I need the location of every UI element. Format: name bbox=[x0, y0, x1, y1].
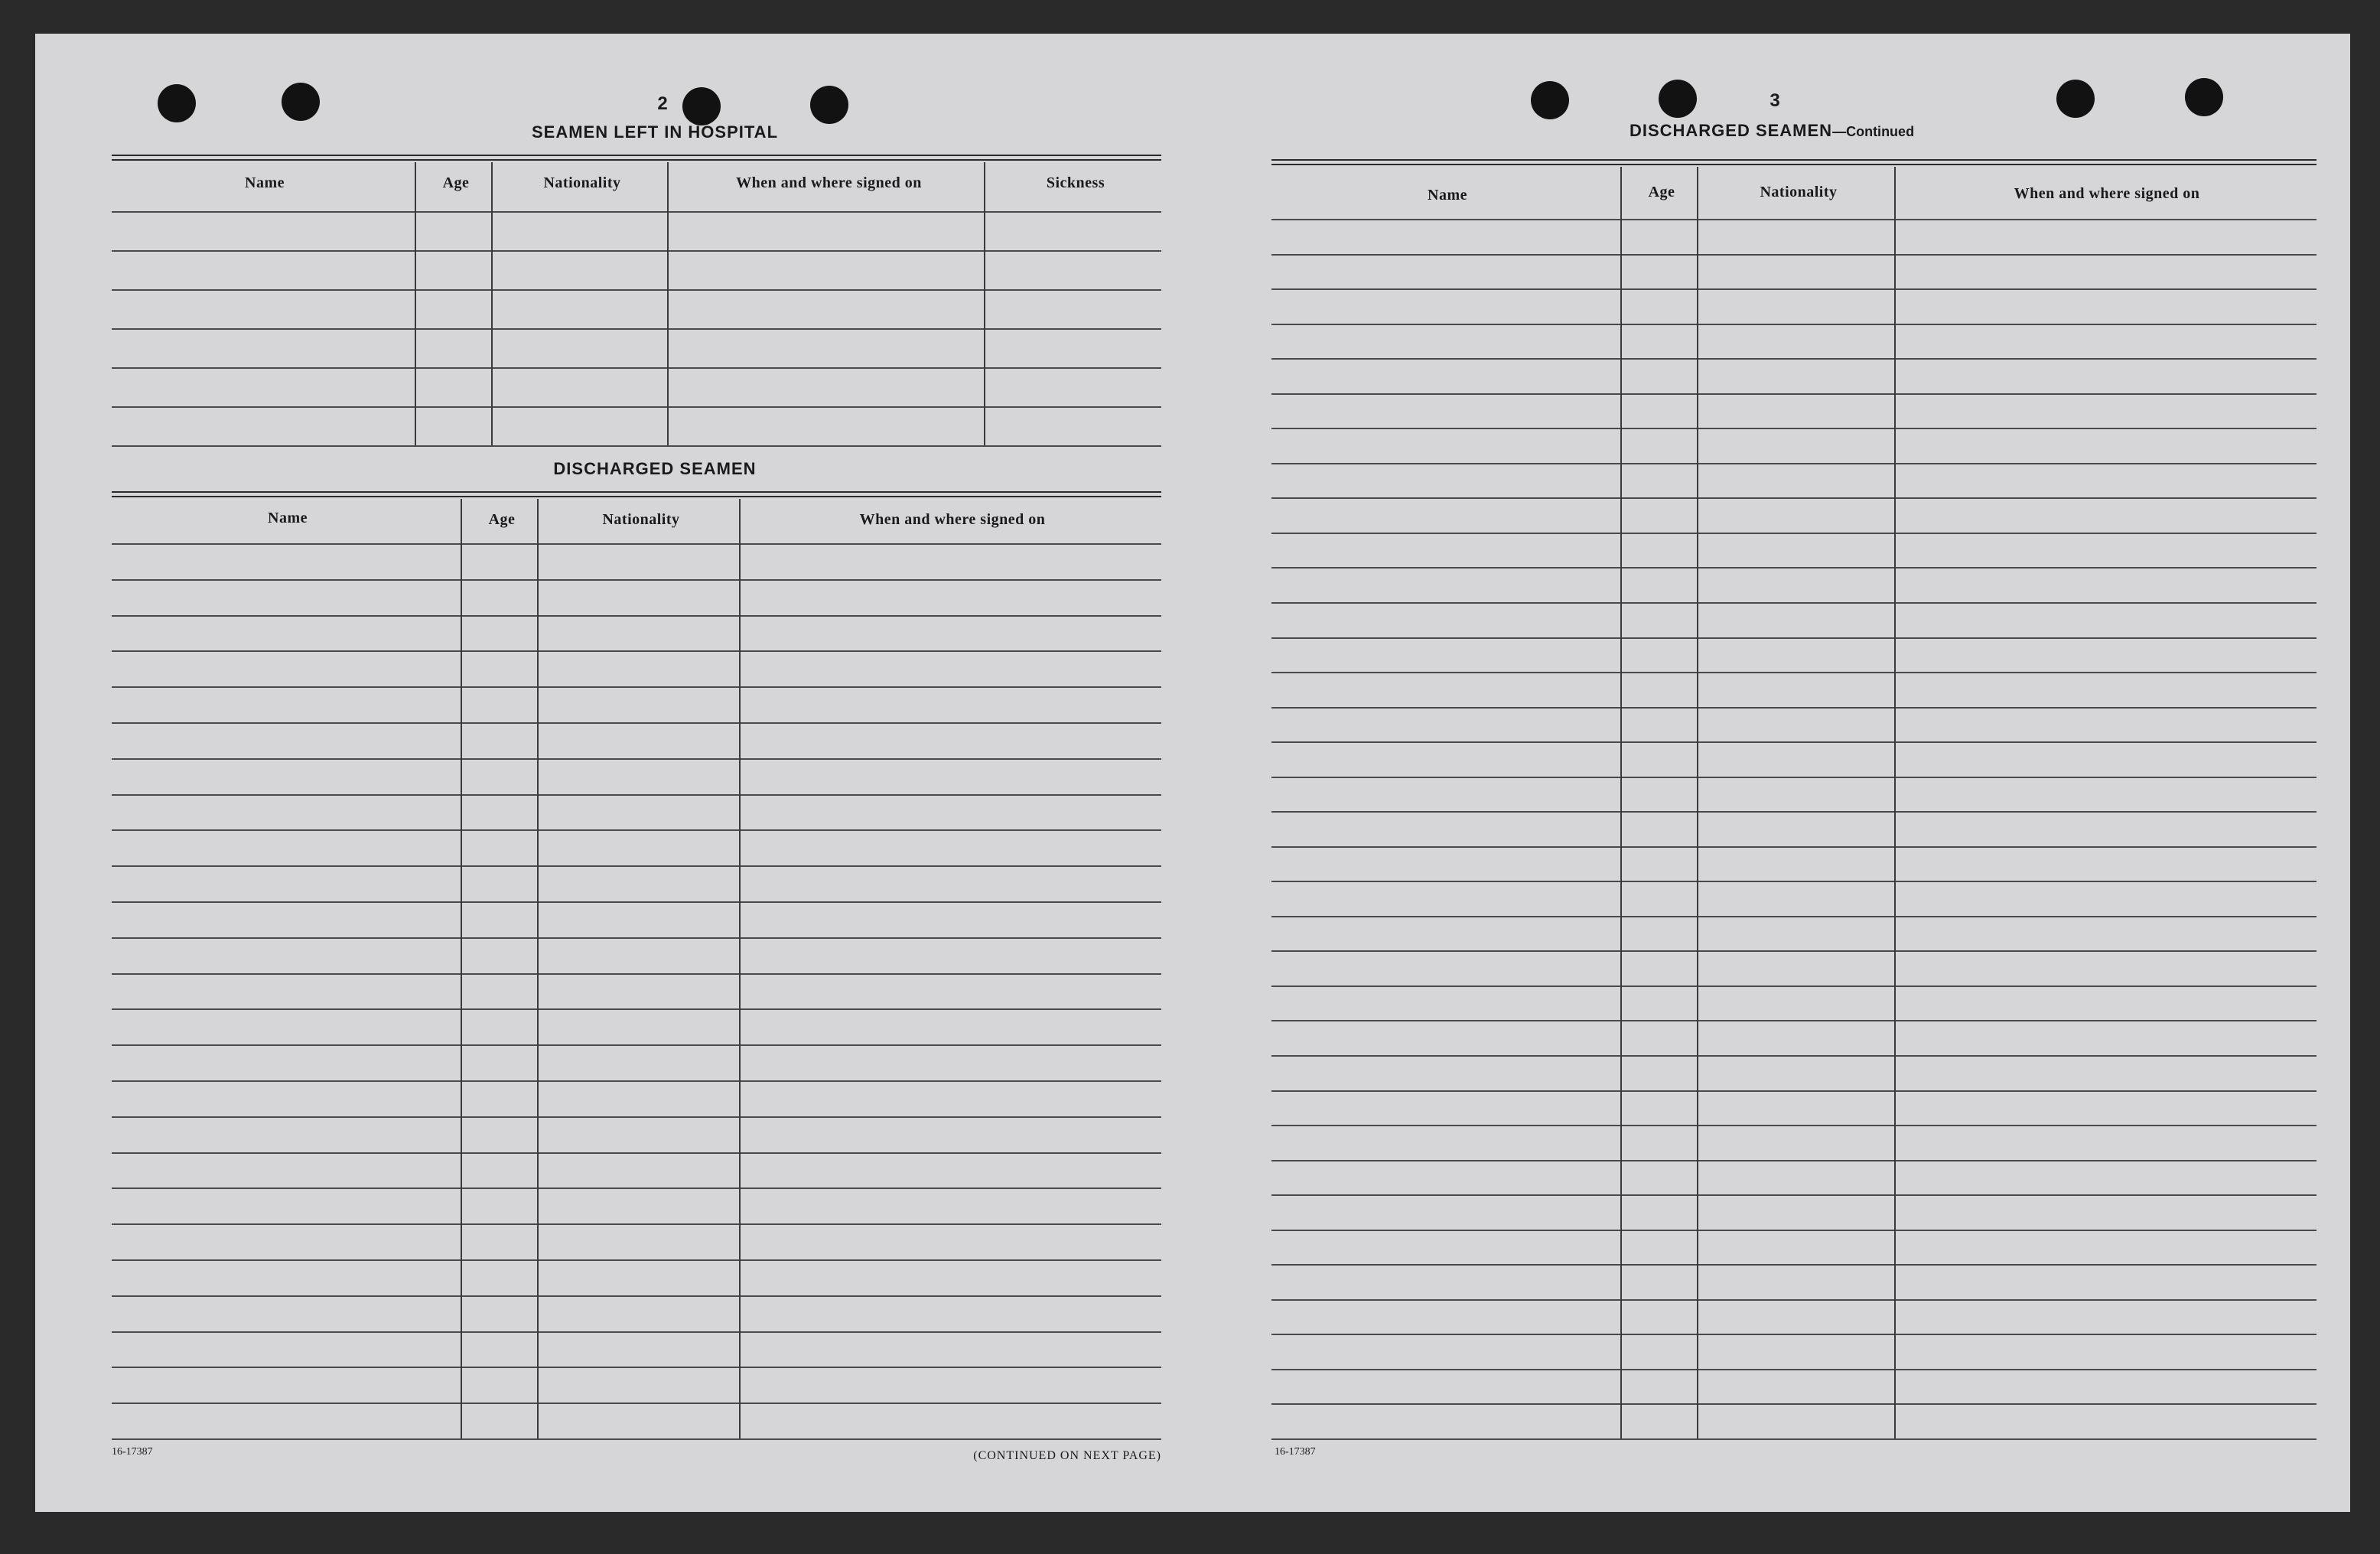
punch-hole bbox=[1659, 80, 1697, 118]
table-row bbox=[112, 794, 1161, 796]
column-divider bbox=[984, 162, 985, 445]
hospital-col-name: Name bbox=[245, 174, 285, 191]
column-divider bbox=[461, 499, 462, 1438]
table-row bbox=[1271, 533, 2317, 534]
table-row bbox=[1271, 672, 2317, 673]
column-divider bbox=[1894, 167, 1896, 1438]
table-row bbox=[1271, 916, 2317, 917]
table-row bbox=[1271, 1160, 2317, 1161]
column-divider bbox=[667, 162, 669, 445]
right-col-age: Age bbox=[1648, 184, 1675, 200]
table-row bbox=[112, 579, 1161, 581]
table-row bbox=[1271, 393, 2317, 395]
table-row bbox=[112, 758, 1161, 760]
table-row bbox=[112, 445, 1161, 447]
table-row bbox=[112, 829, 1161, 831]
table-row bbox=[112, 973, 1161, 975]
table-row bbox=[1271, 1334, 2317, 1335]
table-row bbox=[112, 650, 1161, 652]
hospital-col-age: Age bbox=[442, 174, 470, 191]
table-row bbox=[1271, 1264, 2317, 1266]
column-divider bbox=[415, 162, 416, 445]
punch-hole bbox=[2056, 80, 2095, 118]
column-divider bbox=[1697, 167, 1698, 1438]
table-row bbox=[112, 1152, 1161, 1154]
table-row bbox=[1271, 777, 2317, 778]
table-row bbox=[112, 1044, 1161, 1046]
hospital-top-rule-2 bbox=[112, 159, 1161, 161]
table-row bbox=[1271, 1125, 2317, 1126]
discharged-section-title: DISCHARGED SEAMEN bbox=[553, 459, 757, 478]
discharged-top-rule-2 bbox=[112, 496, 1161, 497]
right-top-rule-2 bbox=[1271, 164, 2317, 165]
table-row bbox=[1271, 602, 2317, 604]
discharged-top-rule bbox=[112, 491, 1161, 493]
table-row bbox=[1271, 288, 2317, 290]
table-row bbox=[112, 865, 1161, 867]
table-row bbox=[112, 328, 1161, 330]
table-row bbox=[1271, 846, 2317, 848]
table-row bbox=[1271, 1020, 2317, 1021]
table-row bbox=[112, 1008, 1161, 1010]
table-row bbox=[1271, 707, 2317, 709]
table-header-rule bbox=[1271, 219, 2317, 220]
discharged-col-age: Age bbox=[488, 511, 516, 528]
table-row bbox=[1271, 1369, 2317, 1370]
left-form-code: 16-17387 bbox=[112, 1446, 153, 1458]
hospital-section-title: SEAMEN LEFT IN HOSPITAL bbox=[531, 122, 779, 142]
table-row bbox=[1271, 428, 2317, 429]
table-row bbox=[1271, 1194, 2317, 1196]
discharged-col-name: Name bbox=[268, 510, 308, 526]
right-col-name: Name bbox=[1428, 187, 1467, 204]
table-row bbox=[112, 1331, 1161, 1333]
column-divider bbox=[1620, 167, 1622, 1438]
right-section-title bbox=[1458, 121, 2085, 141]
table-row bbox=[1271, 811, 2317, 813]
discharged-col-nationality: Nationality bbox=[602, 511, 680, 528]
right-top-rule bbox=[1271, 159, 2317, 161]
table-row bbox=[112, 1187, 1161, 1189]
punch-hole bbox=[2185, 78, 2223, 116]
punch-hole bbox=[1531, 81, 1569, 119]
table-row bbox=[112, 686, 1161, 688]
table-row bbox=[1271, 741, 2317, 743]
table-row bbox=[112, 1259, 1161, 1261]
hospital-col-sickness: Sickness bbox=[1046, 174, 1105, 191]
table-row bbox=[112, 250, 1161, 252]
table-header-rule bbox=[112, 543, 1161, 545]
punch-hole bbox=[810, 86, 848, 124]
table-row bbox=[112, 1295, 1161, 1297]
table-row bbox=[1271, 881, 2317, 882]
left-page-number: 2 bbox=[657, 93, 668, 114]
table-row bbox=[112, 367, 1161, 369]
table-row bbox=[112, 1367, 1161, 1368]
column-divider bbox=[537, 499, 539, 1438]
table-row bbox=[112, 1403, 1161, 1404]
table-row bbox=[1271, 463, 2317, 464]
table-row bbox=[1271, 254, 2317, 256]
punch-hole bbox=[282, 83, 320, 121]
table-row bbox=[1271, 358, 2317, 360]
column-divider bbox=[739, 499, 741, 1438]
table-row bbox=[1271, 950, 2317, 952]
punch-hole bbox=[158, 84, 196, 122]
table-row bbox=[1271, 1055, 2317, 1057]
table-row bbox=[112, 406, 1161, 408]
right-title-suffix: —Continued bbox=[1832, 124, 1915, 139]
table-row bbox=[1271, 1403, 2317, 1405]
hospital-top-rule bbox=[112, 155, 1161, 156]
right-page-number: 3 bbox=[1770, 90, 1780, 111]
column-divider bbox=[491, 162, 493, 445]
table-row bbox=[1271, 637, 2317, 639]
hospital-col-nationality: Nationality bbox=[543, 174, 621, 191]
table-row bbox=[1271, 1230, 2317, 1231]
table-row bbox=[112, 937, 1161, 939]
table-row bbox=[112, 615, 1161, 617]
table-row bbox=[112, 289, 1161, 291]
table-row bbox=[1271, 1090, 2317, 1092]
right-title-main: DISCHARGED SEAMEN bbox=[1629, 121, 1833, 140]
discharged-col-signed-on: When and where signed on bbox=[859, 511, 1046, 528]
table-header-rule bbox=[112, 211, 1161, 213]
right-form-code: 16-17387 bbox=[1275, 1446, 1316, 1458]
table-row bbox=[112, 1080, 1161, 1082]
right-col-nationality: Nationality bbox=[1760, 184, 1838, 200]
table-row bbox=[1271, 1299, 2317, 1301]
table-row bbox=[112, 1438, 1161, 1440]
continued-note: (CONTINUED ON NEXT PAGE) bbox=[973, 1449, 1161, 1462]
table-row bbox=[1271, 1438, 2317, 1440]
table-row bbox=[112, 722, 1161, 724]
table-row bbox=[112, 901, 1161, 903]
table-row bbox=[112, 1116, 1161, 1118]
table-row bbox=[112, 1223, 1161, 1225]
table-row bbox=[1271, 567, 2317, 568]
hospital-col-signed-on: When and where signed on bbox=[736, 174, 922, 191]
table-row bbox=[1271, 497, 2317, 499]
table-row bbox=[1271, 986, 2317, 987]
document-sheet bbox=[35, 34, 2350, 1512]
right-col-signed-on: When and where signed on bbox=[2014, 185, 2200, 202]
table-row bbox=[1271, 324, 2317, 325]
